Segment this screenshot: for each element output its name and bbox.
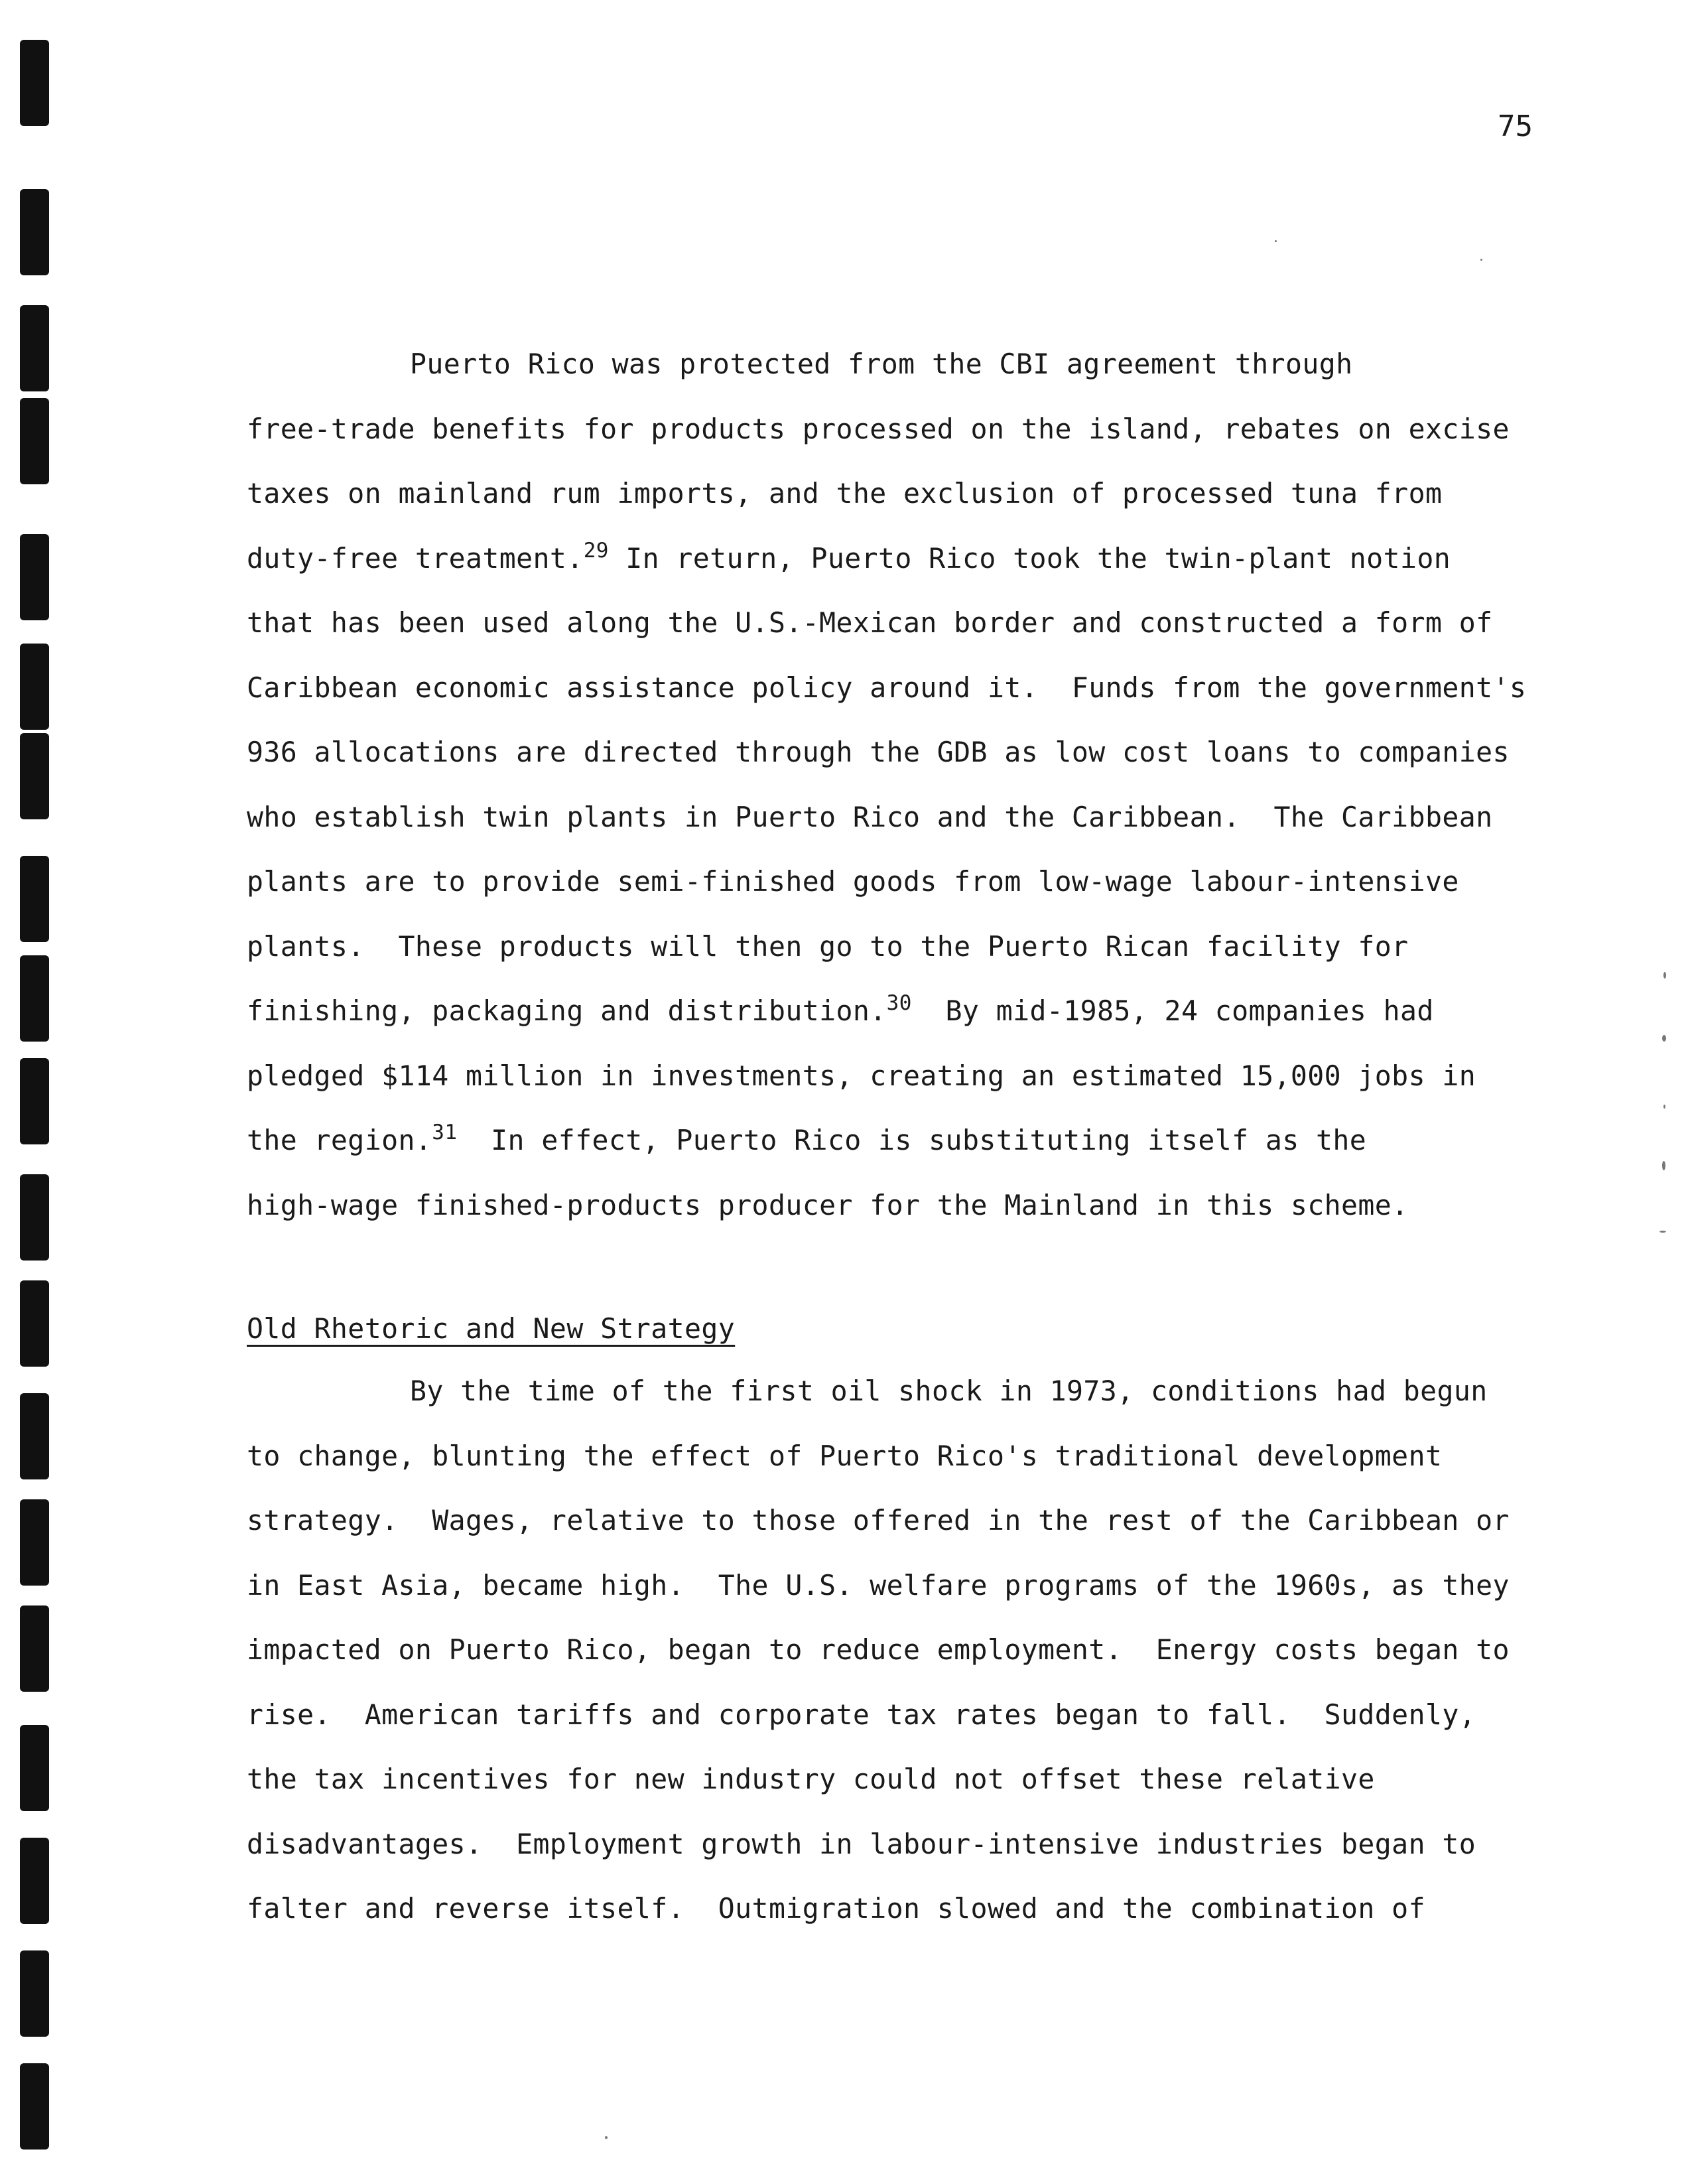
text-line — [247, 1504, 1510, 1536]
scan-speck — [1663, 972, 1666, 979]
text-line — [410, 1377, 1488, 1405]
text-run: impacted on Puerto Rico, began to reduce employment. Energy costs began to — [247, 1633, 1510, 1666]
text-run: Caribbean economic assistance policy around it. Funds from the government's — [247, 671, 1527, 704]
binding-mark — [20, 1499, 49, 1586]
binding-mark — [20, 1605, 49, 1692]
text-line — [247, 412, 1510, 445]
text-line — [247, 1188, 1409, 1221]
binding-mark — [20, 189, 49, 275]
text-run: the region. — [247, 1124, 432, 1156]
binding-mark — [20, 398, 49, 484]
text-line — [247, 1698, 1476, 1731]
text-run: who establish twin plants in Puerto Rico and the Caribbean. The Caribbean — [247, 800, 1493, 833]
text-run: that has been used along the U.S.-Mexican border and constructed a form of — [247, 606, 1493, 639]
text-run: rise. American tariffs and corporate tax rates began to fall. Suddenly, — [247, 1698, 1476, 1731]
text-line — [247, 865, 1459, 898]
text-run: Puerto Rico was protected from the CBI agreement through — [410, 348, 1353, 380]
text-line — [247, 538, 1451, 575]
text-run: pledged $114 million in investments, creating an estimated 15,000 jobs in — [247, 1059, 1476, 1092]
footnote-marker: 31 — [432, 1121, 458, 1144]
text-line — [247, 929, 1409, 963]
footnote-marker: 30 — [886, 991, 912, 1015]
text-line — [247, 1439, 1443, 1472]
binding-mark — [20, 856, 49, 942]
binding-mark — [20, 644, 49, 730]
binding-mark — [20, 733, 49, 819]
binding-mark — [20, 1725, 49, 1811]
text-line — [247, 800, 1493, 833]
text-run: duty-free treatment. — [247, 541, 584, 575]
text-run: By the time of the first oil shock in 1973, conditions had begun — [410, 1375, 1488, 1407]
binding-mark — [20, 1280, 49, 1367]
scan-speck — [1275, 240, 1277, 242]
binding-mark — [20, 1838, 49, 1924]
text-run: free-trade benefits for products processed on the island, rebates on excise — [247, 412, 1510, 445]
text-line — [247, 1765, 1375, 1793]
scan-speck — [605, 2136, 608, 2139]
binding-mark — [20, 534, 49, 620]
scan-speck — [1662, 1035, 1666, 1042]
binding-mark — [20, 1950, 49, 2037]
text-run: plants are to provide semi-finished goods from low-wage labour-intensive — [247, 865, 1459, 898]
text-run: the tax incentives for new industry could not offset these relative — [247, 1763, 1375, 1795]
binding-mark — [20, 955, 49, 1042]
text-line — [247, 1568, 1510, 1602]
text-line — [247, 671, 1527, 704]
page-number: 75 — [1498, 109, 1533, 143]
binding-mark — [20, 1174, 49, 1261]
text-run: In return, Puerto Rico took the twin-plant notion — [608, 541, 1451, 575]
text-run: finishing, packaging and distribution. — [247, 994, 887, 1027]
text-line — [247, 606, 1493, 639]
text-run: falter and reverse itself. Outmigration slowed and the combination of — [247, 1892, 1425, 1925]
binding-mark — [20, 1393, 49, 1479]
binding-mark — [20, 2063, 49, 2150]
scan-speck — [1663, 1105, 1665, 1109]
text-run: 936 allocations are directed through the GDB as low cost loans to companies — [247, 736, 1510, 768]
footnote-marker: 29 — [583, 538, 609, 563]
text-run: to change, blunting the effect of Puerto Rico's traditional development — [247, 1439, 1443, 1472]
text-line — [247, 1059, 1476, 1092]
text-line — [247, 991, 1434, 1027]
section-heading: Old Rhetoric and New Strategy — [247, 1312, 736, 1345]
text-run: strategy. Wages, relative to those offered in the rest of the Caribbean or — [247, 1504, 1510, 1536]
text-line — [247, 477, 1443, 510]
binding-mark — [20, 40, 49, 126]
scan-speck — [1659, 1231, 1666, 1233]
text-line — [410, 350, 1353, 378]
text-run: high-wage finished-products producer for the Mainland in this scheme. — [247, 1188, 1409, 1221]
text-line — [247, 1633, 1510, 1666]
binding-mark — [20, 1058, 49, 1144]
text-line — [247, 1827, 1476, 1860]
text-run: By mid-1985, 24 companies had — [911, 994, 1434, 1027]
text-run: disadvantages. Employment growth in labour-intensive industries began to — [247, 1827, 1476, 1860]
text-run: plants. These products will then go to the Puerto Rican facility for — [247, 929, 1409, 963]
text-run: In effect, Puerto Rico is substituting itself as the — [457, 1124, 1367, 1156]
scan-speck — [1480, 259, 1482, 261]
scan-speck — [1662, 1161, 1665, 1170]
binding-marks — [20, 40, 49, 2163]
text-run: in East Asia, became high. The U.S. welfare programs of the 1960s, as they — [247, 1568, 1510, 1602]
text-run: taxes on mainland rum imports, and the exclusion of processed tuna from — [247, 477, 1443, 510]
text-line — [247, 738, 1510, 766]
text-line — [247, 1121, 1367, 1156]
text-line — [247, 1892, 1425, 1925]
binding-mark — [20, 305, 49, 391]
